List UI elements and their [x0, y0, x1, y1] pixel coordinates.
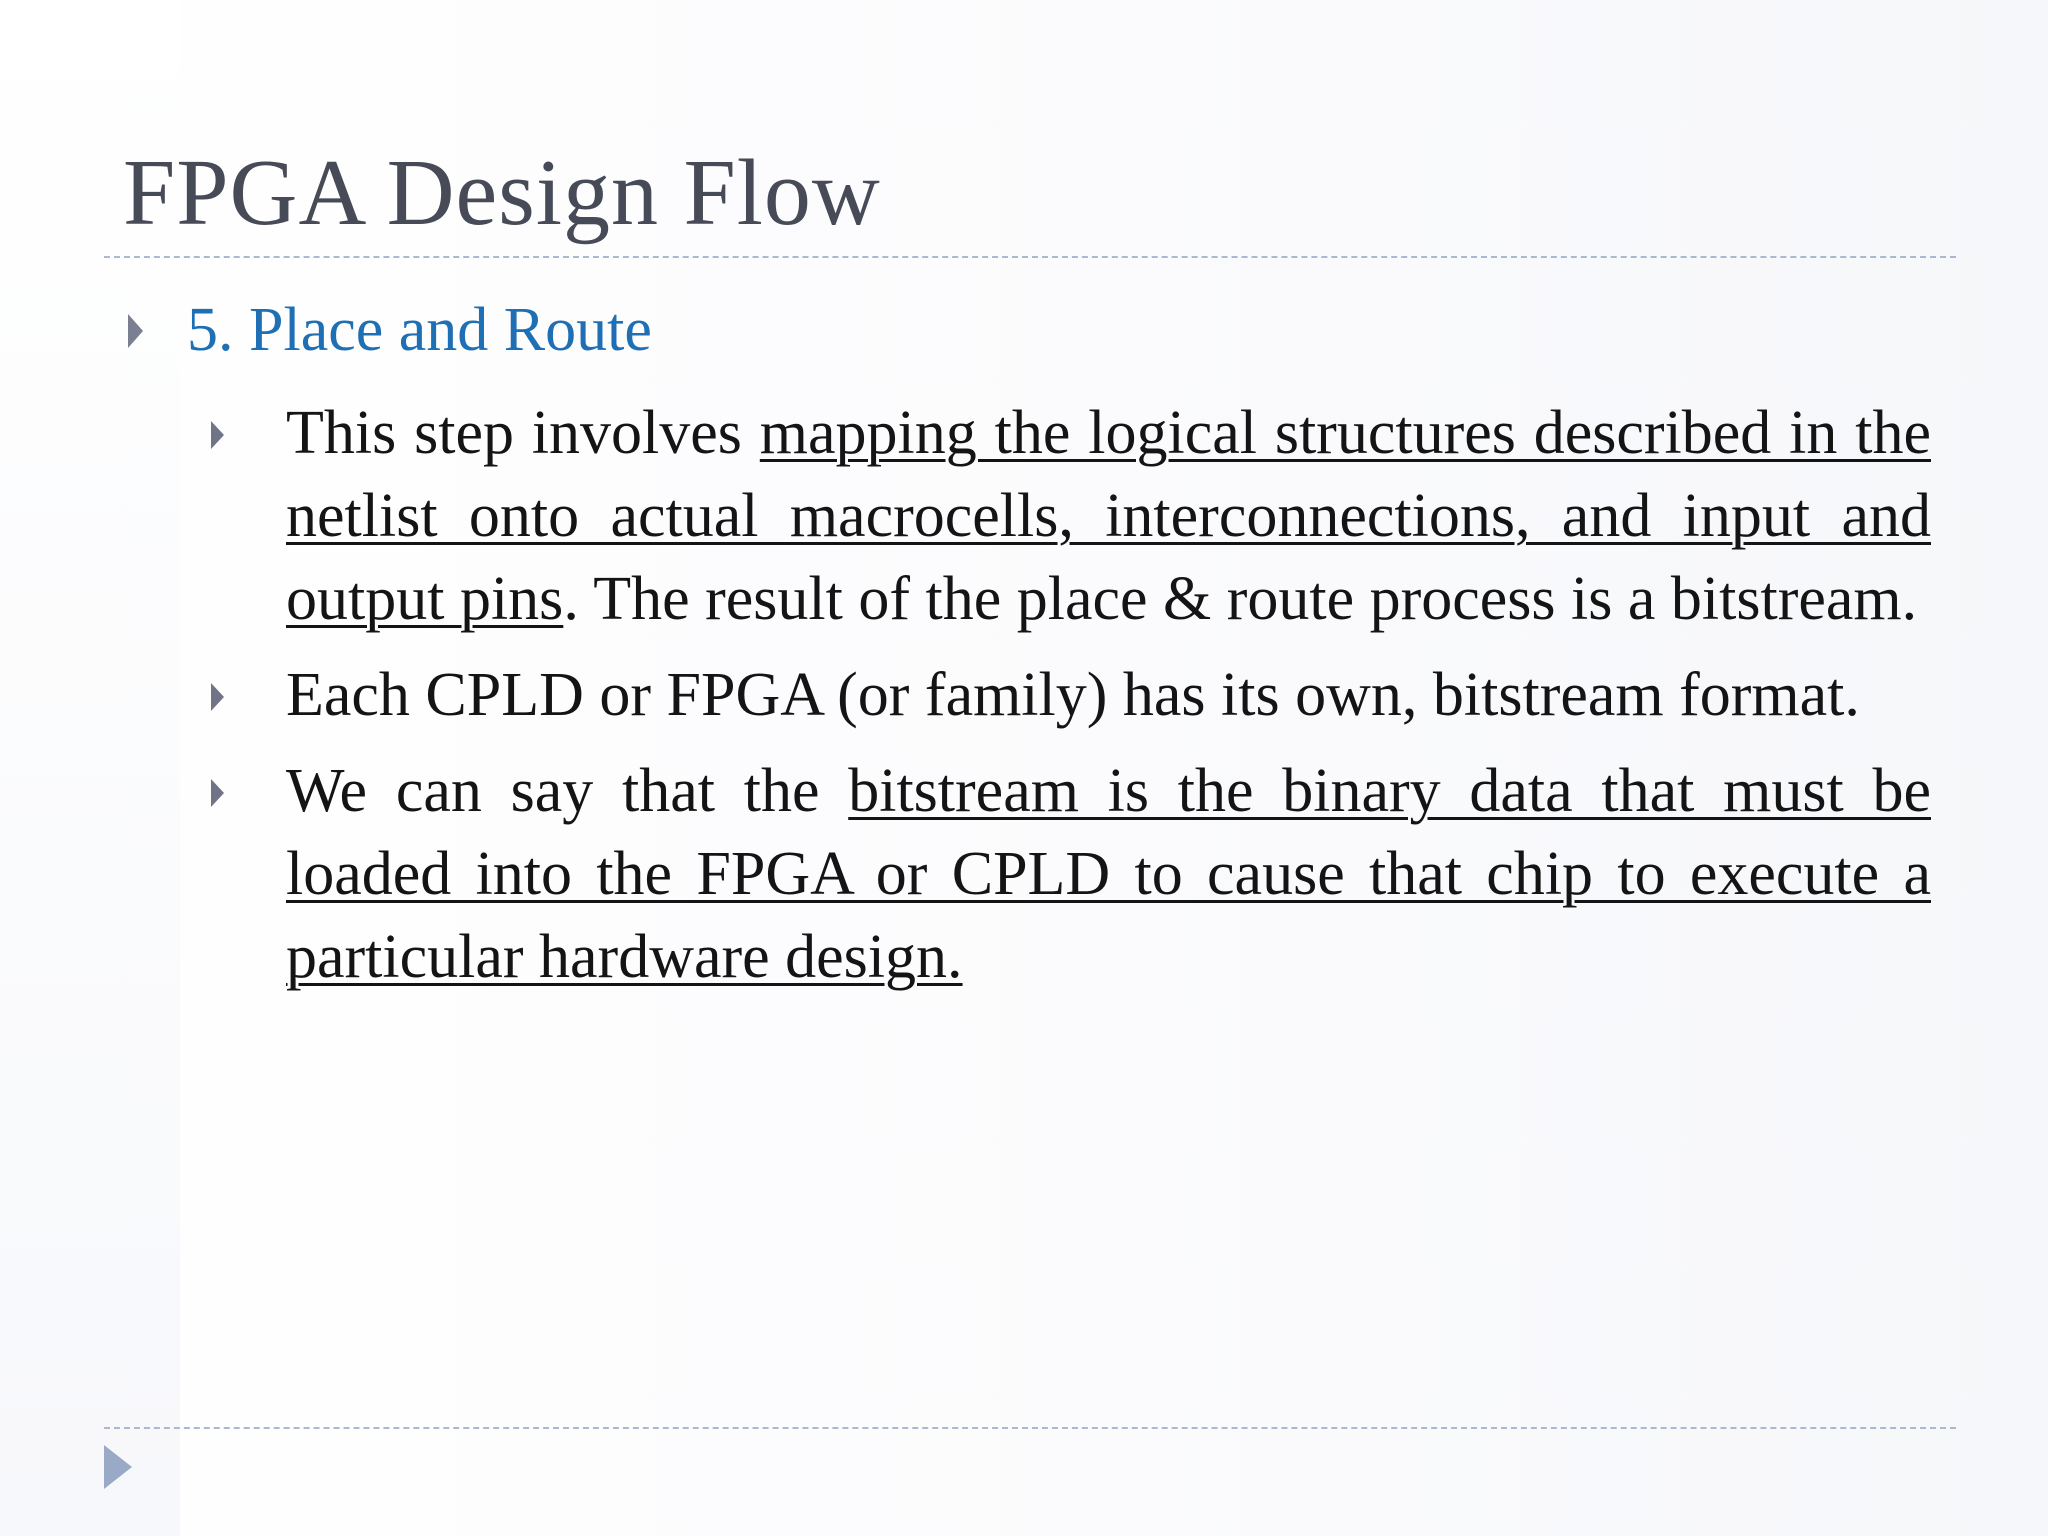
- slide-title: FPGA Design Flow: [123, 141, 881, 245]
- bullet-item-place-route-mapping: [286, 392, 1931, 641]
- title-divider: [104, 256, 1956, 258]
- bullet-list: [128, 392, 1931, 1012]
- triangle-bullet-icon: [211, 683, 224, 711]
- bullet-item-bitstream-format: [286, 654, 1931, 737]
- triangle-bullet-icon: [128, 314, 143, 348]
- section-place-and-route: [128, 292, 1931, 991]
- triangle-bullet-icon: [211, 421, 224, 449]
- triangle-bullet-icon: [211, 779, 224, 807]
- section-heading: [128, 292, 1928, 368]
- bullet-text-intro: This step involves: [286, 399, 760, 467]
- bullet-item-bitstream-definition: [286, 750, 1931, 999]
- bullet-text-rest: . The result of the place & route process is a bitstream.: [563, 565, 1918, 633]
- footer-divider: [104, 1427, 1956, 1429]
- bullet-text-underlined: mapping the logical structures described in the netlist onto actual macrocells, interconnections, and input and output pins: [286, 399, 1931, 633]
- next-slide-icon[interactable]: [104, 1445, 132, 1489]
- bullet-text-underlined: bitstream is the binary data that must be loaded into the FPGA or CPLD to cause that chip to execute a particular hardware design.: [286, 757, 1931, 991]
- section-heading-label: 5. Place and Route: [187, 296, 652, 364]
- bullet-text: Each CPLD or FPGA (or family) has its own, bitstream format.: [286, 661, 1860, 729]
- bullet-text-intro: We can say that the: [286, 757, 849, 825]
